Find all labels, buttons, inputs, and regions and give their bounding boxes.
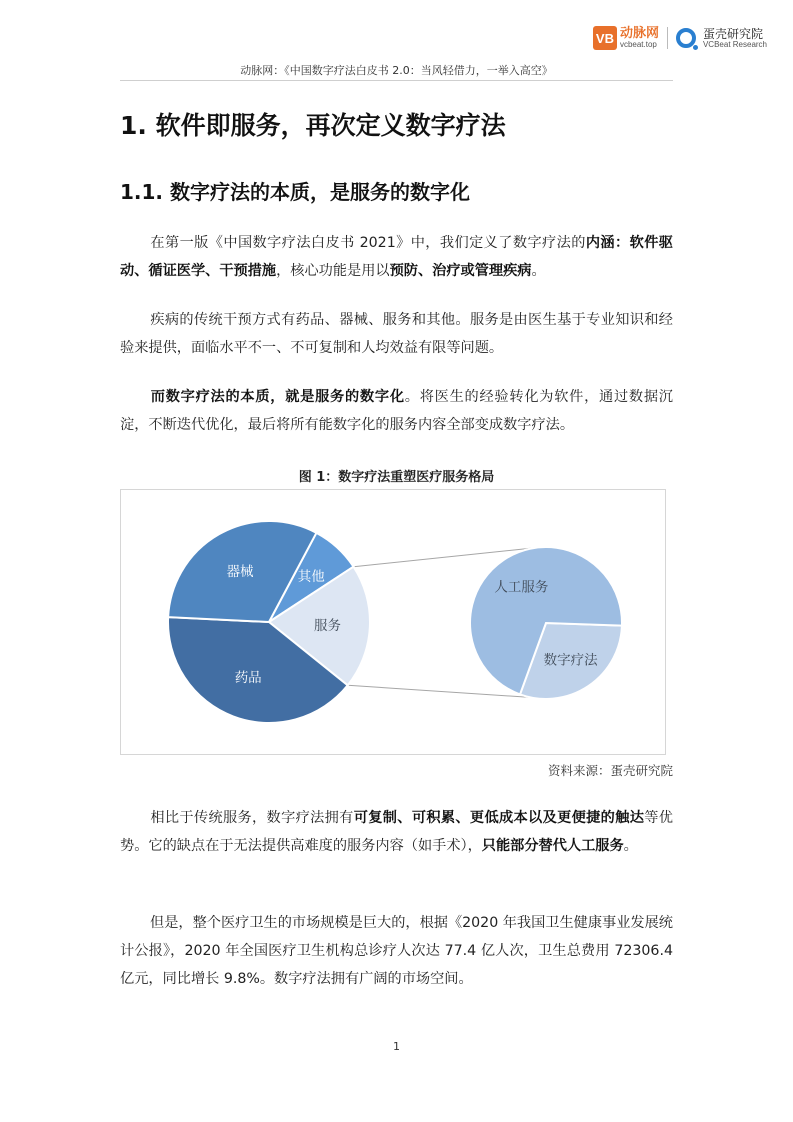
pie-charts-svg <box>121 490 667 756</box>
pie1-slice-label-0: 其他 <box>297 568 325 585</box>
subsection-heading: 1.1. 数字疗法的本质，是服务的数字化 <box>120 180 470 204</box>
text-run: 但是，整个医疗卫生的市场规模是巨大的，根据《2020 年我国卫生健康事业发展统计公报》，2020 年全国医疗卫生机构总诊疗人次达 77.4 亿人次，卫生总费用 72306.4 亿元，同比增长 9.8%。数字疗法拥有广阔的市场空间。 <box>120 915 673 987</box>
running-header: 动脉网：《中国数字疗法白皮书 2.0：当风轻借力，一举入高空》 <box>240 64 553 77</box>
paragraph-definition <box>120 229 673 285</box>
figure-pie-charts <box>120 489 666 755</box>
vcbeat-logo-name: 动脉网 <box>619 26 659 41</box>
text-run: 在第一版《中国数字疗法白皮书 2021》中，我们定义了数字疗法的 <box>150 235 586 251</box>
header-rule <box>120 80 673 81</box>
bold-text-run: 可复制、可积累、更低成本以及更便捷的触达 <box>353 810 645 826</box>
vcbeat-logo-sub: vcbeat.top <box>619 40 657 49</box>
text-run: 。将医生的经验转化为软件，通过数据沉淀，不断迭代优化，最后将所有能数字化的服务内容全部变成数字疗法。 <box>120 389 673 433</box>
vcbeat-research-logo <box>676 28 767 49</box>
page-number: 1 <box>393 1040 400 1053</box>
paragraph-traditional-interventions <box>120 306 673 362</box>
pie1-slice-label-2: 药品 <box>234 669 262 686</box>
vb-logo-icon: VB <box>593 26 617 50</box>
bold-text-run: 只能部分替代人工服务 <box>481 838 624 854</box>
connector-line-bottom <box>348 685 530 697</box>
paragraph-market-size <box>120 909 673 993</box>
research-logo-sub: VCBeat Research <box>702 39 767 49</box>
vcbeat-logo <box>593 26 659 50</box>
header-logos <box>593 26 767 50</box>
pie2-slice-label-1: 人工服务 <box>494 579 549 596</box>
section-heading: 1. 软件即服务，再次定义数字疗法 <box>120 111 506 140</box>
text-run: 等优势。它的缺点在于无法提供高难度的服务内容（如手术）， <box>120 810 673 854</box>
pie1-slice-label-3: 器械 <box>226 564 254 581</box>
figure-source: 资料来源：蛋壳研究院 <box>547 763 673 778</box>
logo-divider <box>667 27 668 49</box>
vc-research-logo-icon <box>676 28 696 48</box>
text-run: 。 <box>623 838 638 854</box>
text-run: 。 <box>531 263 546 279</box>
bold-text-run: 而数字疗法的本质，就是服务的数字化 <box>150 389 405 405</box>
bold-text-run: 内涵：软件驱动、循证医学、干预措施 <box>120 235 673 279</box>
bold-text-run: 预防、治疗或管理疾病 <box>389 263 532 279</box>
paragraph-advantages <box>120 804 673 860</box>
pie1-slice-label-1: 服务 <box>314 617 342 634</box>
pie2-slice-label-0: 数字疗法 <box>543 652 598 669</box>
text-run: ，核心功能是用以 <box>276 263 390 279</box>
text-run: 相比于传统服务，数字疗法拥有 <box>150 810 354 826</box>
text-run: 疾病的传统干预方式有药品、器械、服务和其他。服务是由医生基于专业知识和经验来提供，面临水平不一、不可复制和人均效益有限等问题。 <box>120 312 673 356</box>
figure-caption: 图 1：数字疗法重塑医疗服务格局 <box>298 470 495 485</box>
research-logo-name: 蛋壳研究院 <box>702 26 763 41</box>
paragraph-essence <box>120 383 673 439</box>
